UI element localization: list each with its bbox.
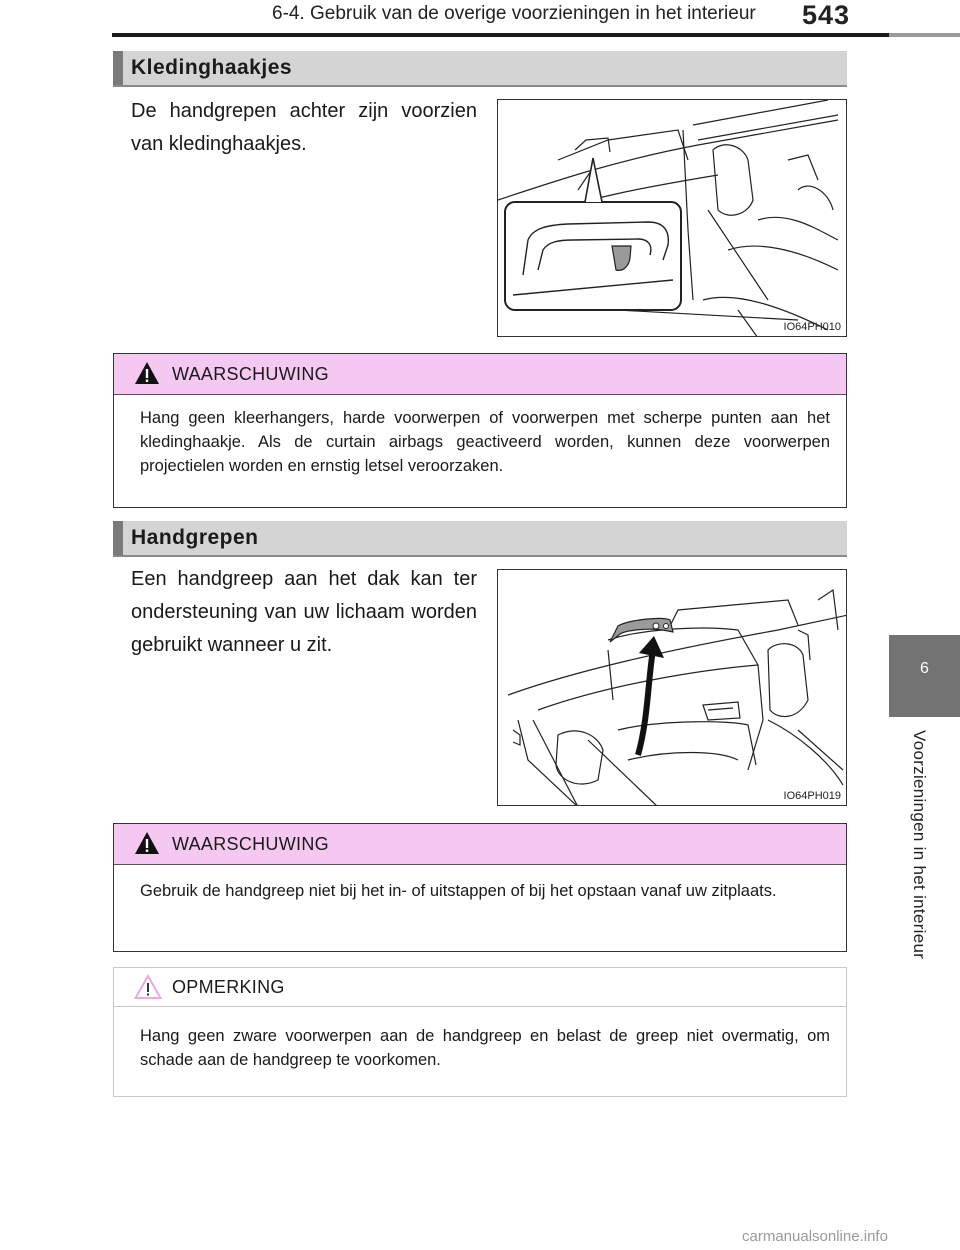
figure-clothes-hook	[497, 99, 847, 337]
note-box	[113, 967, 847, 1097]
warning-box-2	[113, 823, 847, 952]
warning-triangle-icon	[134, 361, 160, 390]
header-rule-tab	[889, 33, 960, 37]
figure-code: IO64PH019	[783, 790, 841, 802]
footer-watermark[interactable]: carmanualsonline.info	[742, 1228, 888, 1245]
section-title: Handgrepen	[131, 526, 259, 549]
grab-handle-illustration	[498, 570, 847, 806]
warning-label: WAARSCHUWING	[172, 364, 329, 384]
note-label: OPMERKING	[172, 977, 285, 997]
warning-text: Hang geen kleerhangers, harde voorwerpen of voorwerpen met scherpe punten aan het kledinghaakje. Als de curtain airbags geactiveerd worden, kunnen deze voorwerpen projectielen worden en ernstig letsel veroorzaken.	[140, 409, 830, 475]
clothes-hook-illustration	[498, 100, 847, 337]
warning-triangle-icon	[134, 831, 160, 860]
page-header-title: 6-4. Gebruik van de overige voorzieningen in het interieur	[272, 3, 756, 24]
section-header-kledinghaakjes	[113, 51, 847, 87]
warning-header	[114, 354, 846, 395]
section-header-bar	[113, 521, 123, 555]
section-1-text: De handgrepen achter zijn voorzien van kledinghaakjes.	[131, 100, 477, 155]
chapter-label: Voorzieningen in het interieur	[910, 730, 929, 960]
chapter-number: 6	[920, 660, 929, 677]
header-rule	[112, 33, 889, 37]
warning-header	[114, 824, 846, 865]
figure-grab-handle	[497, 569, 847, 806]
figure-code: IO64PH010	[783, 321, 841, 333]
caution-triangle-icon	[134, 974, 162, 1005]
warning-text: Gebruik de handgreep niet bij het in- of uitstappen of bij het opstaan vanaf uw zitplaats.	[140, 882, 777, 900]
section-title: Kledinghaakjes	[131, 56, 293, 79]
warning-label: WAARSCHUWING	[172, 834, 329, 854]
section-header-bar	[113, 51, 123, 85]
section-2-text: Een handgreep aan het dak kan ter ondersteuning van uw lichaam worden gebruikt wanneer u zit.	[131, 568, 477, 656]
warning-box-1	[113, 353, 847, 508]
note-text: Hang geen zware voorwerpen aan de handgreep en belast de greep niet overmatig, om schade aan de handgreep te voorkomen.	[140, 1027, 830, 1069]
section-header-handgrepen	[113, 521, 847, 557]
note-header	[114, 968, 846, 1007]
page-number: 543	[802, 0, 851, 30]
